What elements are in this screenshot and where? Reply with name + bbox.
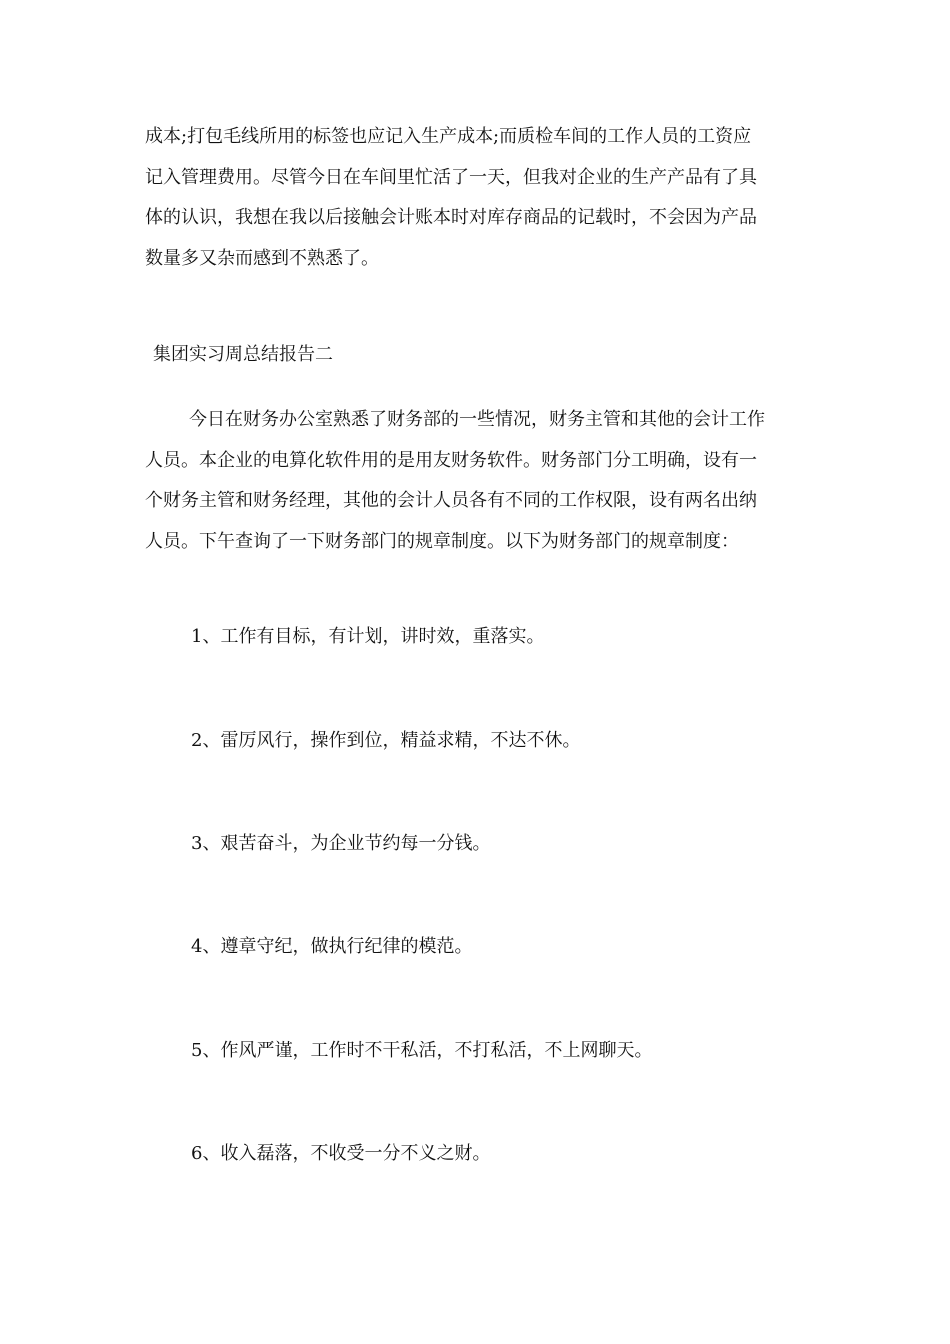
rule-item: 6、收入磊落，不收受一分不义之财。 <box>191 1143 491 1164</box>
paragraph-line: 记入管理费用。尽管今日在车间里忙活了一天，但我对企业的生产产品有了具 <box>145 166 757 188</box>
paragraph-line: 体的认识，我想在我以后接触会计账本时对库存商品的记载时，不会因为产品 <box>145 207 757 228</box>
rule-item: 1、工作有目标，有计划，讲时效，重落实。 <box>191 626 545 647</box>
paragraph-line: 成本;打包毛线所用的标签也应记入生产成本;而质检车间的工作人员的工资应 <box>145 126 752 147</box>
rule-item: 2、雷厉风行，操作到位，精益求精，不达不休。 <box>191 730 581 751</box>
paragraph-continuation <box>145 117 805 279</box>
rule-item: 3、艰苦奋斗，为企业节约每一分钱。 <box>191 833 491 854</box>
paragraph-line: 今日在财务办公室熟悉了财务部的一些情况，财务主管和其他的会计工作 <box>189 409 765 430</box>
paragraph-line: 人员。下午查询了一下财务部门的规章制度。以下为财务部门的规章制度： <box>145 530 739 552</box>
rule-item: 5、作风严谨，工作时不干私活，不打私活，不上网聊天。 <box>191 1040 653 1061</box>
paragraph-line: 人员。本企业的电算化软件用的是用友财务软件。财务部门分工明确，设有一 <box>145 449 757 471</box>
paragraph-line: 数量多又杂而感到不熟悉了。 <box>145 247 379 269</box>
rule-item: 4、遵章守纪，做执行纪律的模范。 <box>191 936 473 957</box>
section-heading: 集团实习周总结报告二 <box>153 344 333 365</box>
paragraph-intro <box>145 400 805 562</box>
paragraph-line: 个财务主管和财务经理，其他的会计人员各有不同的工作权限，设有两名出纳 <box>145 490 757 511</box>
